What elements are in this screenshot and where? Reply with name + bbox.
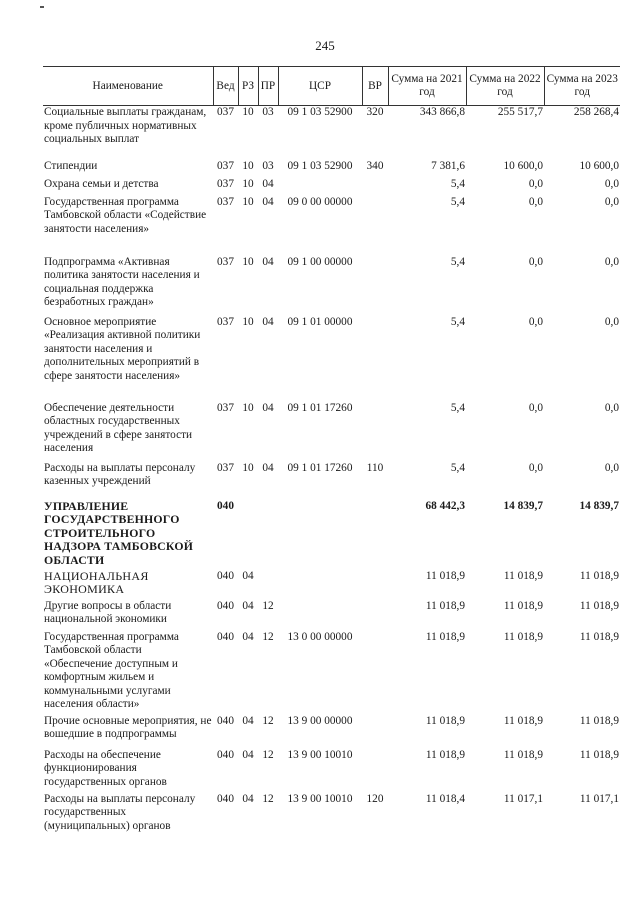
table-row	[43, 793, 620, 837]
row-rz: 04	[242, 599, 254, 612]
row-csr: 09 1 03 52900	[287, 159, 353, 172]
row-rz: 04	[242, 748, 254, 761]
row-ved: 040	[217, 630, 234, 643]
row-vr	[362, 256, 388, 316]
row-pr: 03	[262, 159, 274, 172]
row-sum-2022: 11 018,9	[503, 569, 543, 582]
header-vr: ВР	[362, 67, 388, 106]
row-vr	[362, 631, 388, 715]
row-vr	[362, 570, 388, 600]
row-csr	[278, 178, 362, 196]
row-csr: 13 9 00 00000	[287, 714, 353, 727]
row-sum-2023: 11 017,1	[579, 792, 619, 805]
scan-corner-mark	[40, 6, 44, 8]
row-sum-2023: 11 018,9	[579, 569, 619, 582]
row-sum-2022: 11 018,9	[503, 599, 543, 612]
row-sum-2021: 11 018,9	[425, 599, 465, 612]
row-sum-2021: 5,4	[450, 461, 465, 474]
row-pr: 04	[262, 401, 274, 414]
row-name: Расходы на обеспечение функционирования государственных органов	[44, 748, 167, 788]
row-vr	[362, 316, 388, 402]
row-csr: 09 1 01 17260	[287, 401, 353, 414]
row-csr: 09 0 00 00000	[287, 195, 353, 208]
row-pr: 04	[262, 195, 274, 208]
row-vr	[362, 196, 388, 256]
row-csr: 09 1 01 00000	[287, 315, 353, 328]
row-csr	[278, 600, 362, 631]
row-sum-2023: 0,0	[604, 177, 619, 190]
row-csr: 09 1 01 17260	[287, 461, 353, 474]
table-row	[43, 178, 620, 196]
row-name: Прочие основные мероприятия, не вошедшие в подпрограммы	[44, 714, 212, 740]
table-row	[43, 570, 620, 600]
row-ved: 040	[217, 714, 234, 727]
row-name: Другие вопросы в области национальной экономики	[44, 599, 172, 625]
row-rz: 10	[242, 461, 254, 474]
row-sum-2022: 0,0	[528, 461, 543, 474]
row-csr	[278, 570, 362, 600]
row-vr: 320	[366, 106, 384, 118]
row-pr: 12	[262, 792, 274, 805]
row-pr: 04	[262, 255, 274, 268]
row-name: Расходы на выплаты персоналу государственных (муниципальных) органов	[44, 792, 196, 832]
header-pr: ПР	[258, 67, 278, 106]
row-pr: 04	[262, 461, 274, 474]
row-vr	[362, 749, 388, 793]
row-sum-2022: 0,0	[528, 195, 543, 208]
row-name: Социальные выплаты гражданам, кроме публичных нормативных социальных выплат	[44, 106, 207, 145]
row-ved: 037	[217, 177, 234, 190]
row-vr	[362, 500, 388, 570]
row-vr	[362, 402, 388, 462]
table-row	[43, 631, 620, 715]
row-sum-2022: 255 517,7	[497, 106, 543, 118]
table-row	[43, 196, 620, 256]
row-rz: 10	[242, 195, 254, 208]
row-pr: 12	[262, 630, 274, 643]
row-sum-2023: 258 268,4	[573, 106, 619, 118]
row-pr	[258, 570, 278, 600]
table-row	[43, 160, 620, 178]
row-ved: 037	[217, 159, 234, 172]
row-rz: 10	[242, 255, 254, 268]
row-name: Обеспечение деятельности областных государственных учреждений в сфере занятости населения	[44, 401, 193, 454]
row-ved: 037	[217, 315, 234, 328]
row-pr: 04	[262, 177, 274, 190]
row-csr	[278, 500, 362, 570]
row-csr: 13 0 00 00000	[287, 630, 353, 643]
row-ved: 040	[217, 599, 234, 612]
row-ved: 040	[217, 792, 234, 805]
table-row	[43, 402, 620, 462]
row-sum-2022: 0,0	[528, 177, 543, 190]
row-csr: 13 9 00 10010	[287, 792, 353, 805]
table-row	[43, 715, 620, 749]
row-sum-2022: 0,0	[528, 255, 543, 268]
row-name: Государственная программа Тамбовской области «Обеспечение доступным и комфортным жильем и коммунальными услугами населения области»	[44, 630, 179, 710]
row-rz: 04	[242, 630, 254, 643]
header-csr: ЦСР	[278, 67, 362, 106]
row-pr: 12	[262, 599, 274, 612]
row-vr	[362, 178, 388, 196]
row-rz: 04	[242, 569, 254, 582]
row-sum-2021: 5,4	[450, 401, 465, 414]
row-pr: 04	[262, 315, 274, 328]
row-ved: 037	[217, 195, 234, 208]
header-ved: Вед	[213, 67, 238, 106]
row-sum-2023: 11 018,9	[579, 748, 619, 761]
row-sum-2022: 10 600,0	[503, 159, 543, 172]
row-sum-2023: 0,0	[604, 401, 619, 414]
row-sum-2021: 11 018,9	[425, 714, 465, 727]
row-sum-2023: 11 018,9	[579, 599, 619, 612]
table-row	[43, 749, 620, 793]
row-sum-2023: 0,0	[604, 461, 619, 474]
table-row	[43, 600, 620, 631]
row-sum-2021: 7 381,6	[431, 159, 465, 172]
row-ved: 037	[217, 401, 234, 414]
header-row	[43, 67, 620, 106]
row-vr	[362, 715, 388, 749]
row-name: Стипендии	[44, 159, 98, 172]
budget-table	[43, 66, 620, 837]
row-csr: 13 9 00 10010	[287, 748, 353, 761]
row-sum-2021: 5,4	[450, 195, 465, 208]
row-name: Государственная программа Тамбовской области «Содействие занятости населения»	[44, 195, 207, 235]
row-sum-2021: 68 442,3	[425, 499, 465, 512]
row-sum-2022: 11 017,1	[503, 792, 543, 805]
row-rz: 04	[242, 792, 254, 805]
row-name: НАЦИОНАЛЬНАЯ ЭКОНОМИКА	[44, 568, 149, 596]
row-csr: 09 1 03 52900	[287, 106, 353, 118]
row-ved: 037	[217, 255, 234, 268]
table-row	[43, 256, 620, 316]
row-sum-2022: 11 018,9	[503, 630, 543, 643]
table-row	[43, 500, 620, 570]
row-sum-2021: 343 866,8	[419, 106, 465, 118]
header-sum-2023: Сумма на 2023 год	[544, 67, 620, 106]
row-sum-2021: 11 018,9	[425, 630, 465, 643]
row-sum-2023: 0,0	[604, 195, 619, 208]
row-sum-2022: 11 018,9	[503, 714, 543, 727]
row-sum-2023: 0,0	[604, 315, 619, 328]
row-sum-2023: 11 018,9	[579, 714, 619, 727]
table-row	[43, 106, 620, 160]
row-rz: 04	[242, 714, 254, 727]
header-rz: РЗ	[238, 67, 258, 106]
row-name: Основное мероприятие «Реализация активной политики занятости населения и дополнительных мероприятий в сфере занятости населения»	[44, 315, 201, 382]
row-sum-2023: 11 018,9	[579, 630, 619, 643]
row-rz	[238, 500, 258, 570]
row-sum-2023: 14 839,7	[579, 499, 619, 512]
row-vr: 340	[366, 159, 384, 172]
row-sum-2021: 11 018,4	[425, 792, 465, 805]
row-sum-2021: 5,4	[450, 177, 465, 190]
row-name: Расходы на выплаты персоналу казенных учреждений	[44, 461, 196, 487]
header-sum-2021: Сумма на 2021 год	[388, 67, 466, 106]
row-vr	[362, 600, 388, 631]
row-ved: 040	[217, 499, 234, 512]
row-name: УПРАВЛЕНИЕ ГОСУДАРСТВЕННОГО СТРОИТЕЛЬНОГО НАДЗОРА ТАМБОВСКОЙ ОБЛАСТИ	[44, 498, 194, 567]
row-sum-2022: 11 018,9	[503, 748, 543, 761]
row-rz: 10	[242, 315, 254, 328]
row-rz: 10	[242, 159, 254, 172]
table-header	[43, 67, 620, 106]
row-vr: 120	[366, 792, 384, 805]
header-sum-2022: Сумма на 2022 год	[466, 67, 544, 106]
table-row	[43, 462, 620, 500]
row-rz: 10	[242, 106, 254, 118]
row-csr: 09 1 00 00000	[287, 255, 353, 268]
page-number: 245	[315, 38, 335, 53]
row-sum-2021: 5,4	[450, 255, 465, 268]
row-name: Охрана семьи и детства	[44, 177, 159, 190]
row-sum-2023: 10 600,0	[579, 159, 619, 172]
row-pr	[258, 500, 278, 570]
table-row	[43, 316, 620, 402]
row-pr: 03	[262, 106, 274, 118]
row-rz: 10	[242, 177, 254, 190]
row-sum-2021: 5,4	[450, 315, 465, 328]
row-sum-2021: 11 018,9	[425, 569, 465, 582]
row-vr: 110	[366, 461, 384, 474]
row-ved: 037	[217, 461, 234, 474]
row-rz: 10	[242, 401, 254, 414]
row-sum-2022: 0,0	[528, 315, 543, 328]
row-sum-2023: 0,0	[604, 255, 619, 268]
row-ved: 040	[217, 748, 234, 761]
row-sum-2022: 14 839,7	[503, 499, 543, 512]
row-sum-2022: 0,0	[528, 401, 543, 414]
row-ved: 040	[217, 569, 234, 582]
table-body	[43, 106, 620, 837]
header-name: Наименование	[43, 67, 213, 106]
row-ved: 037	[217, 106, 234, 118]
row-pr: 12	[262, 748, 274, 761]
row-sum-2021: 11 018,9	[425, 748, 465, 761]
row-name: Подпрограмма «Активная политика занятости населения и социальная поддержка безработных граждан»	[44, 255, 200, 308]
row-pr: 12	[262, 714, 274, 727]
